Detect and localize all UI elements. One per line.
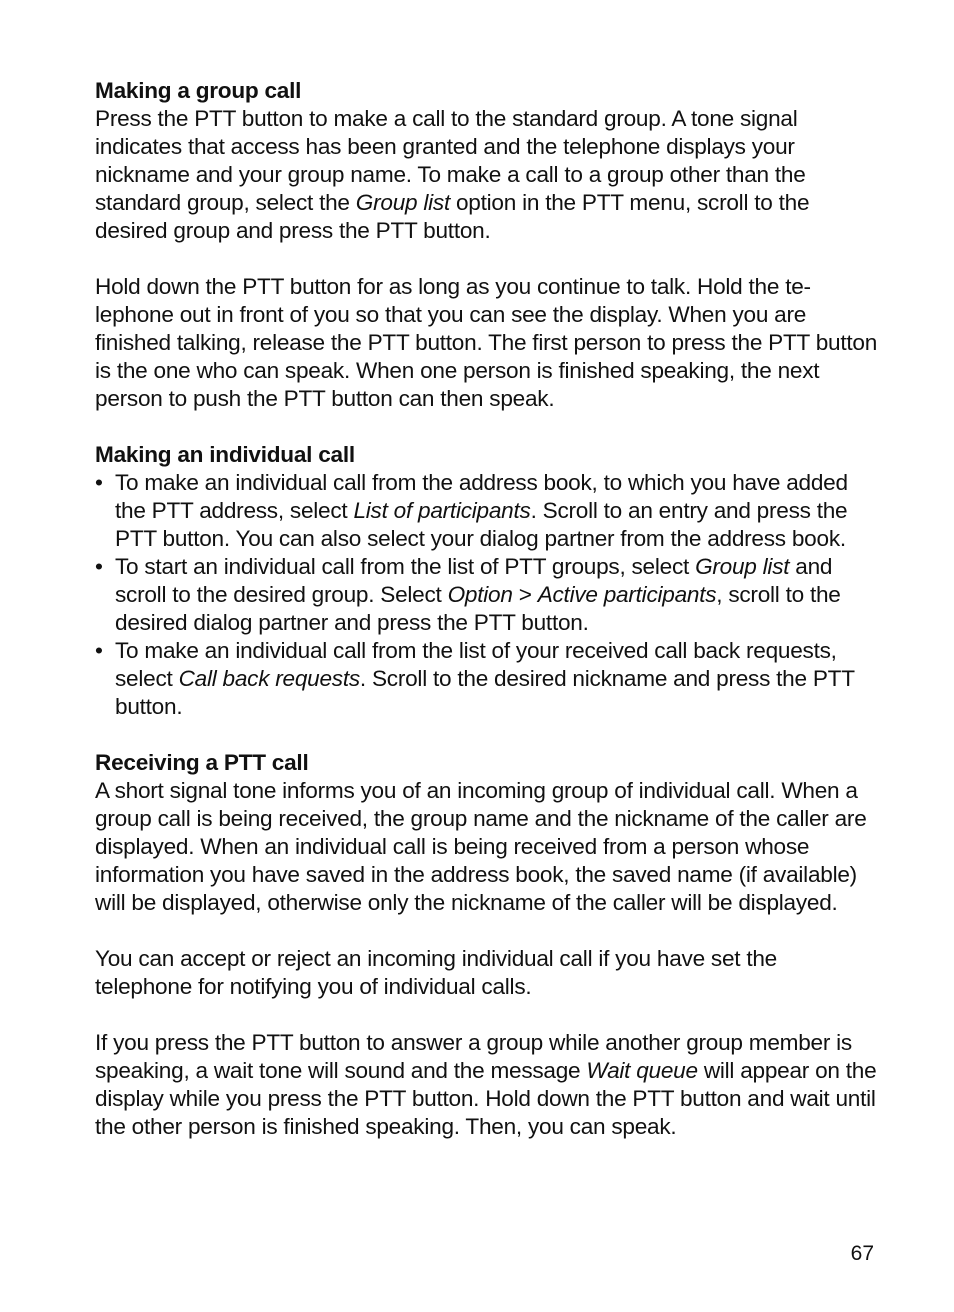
bullet-icon: •: [95, 638, 103, 663]
section-individual-call: [95, 441, 880, 721]
list-item: • To make an individual call from the address book, to which you have added the PTT address, select List of participants. Scroll to an entry and press the PTT button. You can also select your dialog partner from the address book.: [95, 470, 848, 551]
section-gap: [95, 721, 880, 749]
term-group-list: Group list: [355, 190, 450, 215]
paragraph-group-call-1: Press the PTT button to make a call to the standard group. A tone signal indicates that access has been granted and the telephone displays your nickname and your group name. To make a call to a group other than the standard group, select the Group list option in the PTT menu, scroll to the desired group and press the PTT button.: [95, 106, 810, 243]
section-receiving-call: [95, 749, 880, 1141]
paragraph-receiving-2: You can accept or reject an incoming individual call if you have set the telephone for notifying you of individual calls.: [95, 946, 777, 999]
term-call-back-requests: Call back requests: [178, 666, 360, 691]
paragraph-gap: [95, 245, 880, 273]
paragraph-gap: [95, 917, 880, 945]
paragraph-receiving-3: If you press the PTT button to answer a group while another group member is speaking, a wait tone will sound and the message Wait queue will appear on the display while you press the PTT button. Hold down the PTT button and wait until the other person is finished speaking. Then, you can speak.: [95, 1030, 877, 1139]
heading-individual-call: Making an individual call: [95, 442, 355, 467]
paragraph-gap: [95, 1001, 880, 1029]
term-wait-queue: Wait queue: [586, 1058, 698, 1083]
bullet-icon: •: [95, 470, 103, 495]
term-list-of-participants: List of participants: [353, 498, 531, 523]
page-number: 67: [850, 1242, 874, 1265]
term-option: Option: [447, 582, 513, 607]
term-active-participants: Active participants: [537, 582, 717, 607]
list-item: • To make an individual call from the list of your received call back requests, select Call back requests. Scroll to the desired nickname and press the PTT button.: [95, 638, 855, 719]
bullet-icon: •: [95, 554, 103, 579]
paragraph-receiving-1: A short signal tone informs you of an incoming group of individual call. When a group call is being received, the group name and the nickname of the caller are displayed. When an individual call is being received from a person whose information you have saved in the address book, the saved name (if available) will be displayed, otherwise only the nickname of the caller will be displayed.: [95, 778, 867, 915]
individual-call-list: [95, 469, 880, 721]
manual-page: [95, 77, 880, 1141]
heading-group-call: Making a group call: [95, 78, 302, 103]
section-group-call: [95, 77, 880, 413]
paragraph-group-call-2: Hold down the PTT button for as long as you continue to talk. Hold the telephone out in front of you so that you can see the display. When you are finished talking, release the PTT button. The first person to press the PTT button is the one who can speak. When one person is finished speaking, the next person to push the PTT button can then speak.: [95, 274, 878, 411]
list-item: • To start an individual call from the list of PTT groups, select Group list and scroll to the desired group. Select Option > Active participants, scroll to the desired dialog partner and press the PTT button.: [95, 554, 841, 635]
section-gap: [95, 413, 880, 441]
heading-receiving-call: Receiving a PTT call: [95, 750, 309, 775]
term-group-list: Group list: [695, 554, 790, 579]
